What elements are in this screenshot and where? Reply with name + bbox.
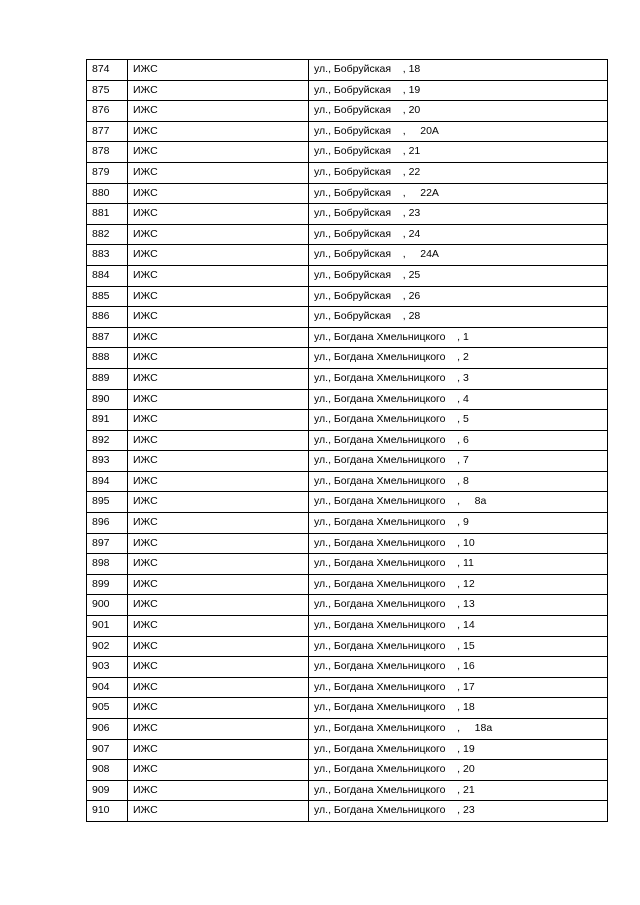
row-number-cell: 879: [87, 162, 128, 183]
building-type-cell: ИЖС: [128, 368, 309, 389]
row-number-cell: 898: [87, 554, 128, 575]
address-cell: ул., Богдана Хмельницкого , 4: [309, 389, 608, 410]
table-row: [87, 636, 608, 657]
building-type-cell: ИЖС: [128, 533, 309, 554]
building-type-cell: ИЖС: [128, 204, 309, 225]
building-type-cell: ИЖС: [128, 471, 309, 492]
address-cell: ул., Бобруйская , 21: [309, 142, 608, 163]
row-number-cell: 878: [87, 142, 128, 163]
row-number-cell: 896: [87, 513, 128, 534]
row-number-cell: 900: [87, 595, 128, 616]
building-type-cell: ИЖС: [128, 80, 309, 101]
row-number-cell: 895: [87, 492, 128, 513]
row-number-cell: 885: [87, 286, 128, 307]
building-type-cell: ИЖС: [128, 121, 309, 142]
row-number-cell: 886: [87, 307, 128, 328]
table-row: [87, 616, 608, 637]
building-type-cell: ИЖС: [128, 389, 309, 410]
address-cell: ул., Богдана Хмельницкого , 16: [309, 657, 608, 678]
table-row: [87, 327, 608, 348]
row-number-cell: 899: [87, 574, 128, 595]
address-cell: ул., Богдана Хмельницкого , 19: [309, 739, 608, 760]
address-cell: ул., Богдана Хмельницкого , 2: [309, 348, 608, 369]
building-type-cell: ИЖС: [128, 101, 309, 122]
building-type-cell: ИЖС: [128, 513, 309, 534]
address-cell: ул., Богдана Хмельницкого , 3: [309, 368, 608, 389]
table-row: [87, 245, 608, 266]
address-cell: ул., Бобруйская , 23: [309, 204, 608, 225]
building-type-cell: ИЖС: [128, 554, 309, 575]
building-type-cell: ИЖС: [128, 60, 309, 81]
address-cell: ул., Богдана Хмельницкого , 8а: [309, 492, 608, 513]
building-type-cell: ИЖС: [128, 595, 309, 616]
address-cell: ул., Богдана Хмельницкого , 7: [309, 451, 608, 472]
table-row: [87, 204, 608, 225]
address-cell: ул., Богдана Хмельницкого , 21: [309, 780, 608, 801]
table-row: [87, 389, 608, 410]
building-type-cell: ИЖС: [128, 162, 309, 183]
row-number-cell: 882: [87, 224, 128, 245]
row-number-cell: 892: [87, 430, 128, 451]
table-row: [87, 677, 608, 698]
building-type-cell: ИЖС: [128, 677, 309, 698]
table-row: [87, 780, 608, 801]
address-cell: ул., Богдана Хмельницкого , 10: [309, 533, 608, 554]
row-number-cell: 888: [87, 348, 128, 369]
building-type-cell: ИЖС: [128, 657, 309, 678]
table-row: [87, 595, 608, 616]
row-number-cell: 881: [87, 204, 128, 225]
table-row: [87, 60, 608, 81]
building-type-cell: ИЖС: [128, 430, 309, 451]
table-row: [87, 554, 608, 575]
address-cell: ул., Бобруйская , 18: [309, 60, 608, 81]
table-row: [87, 307, 608, 328]
table-row: [87, 265, 608, 286]
address-cell: ул., Богдана Хмельницкого , 6: [309, 430, 608, 451]
row-number-cell: 906: [87, 719, 128, 740]
address-cell: ул., Бобруйская , 22А: [309, 183, 608, 204]
building-type-cell: ИЖС: [128, 780, 309, 801]
row-number-cell: 876: [87, 101, 128, 122]
table-row: [87, 142, 608, 163]
address-cell: ул., Богдана Хмельницкого , 11: [309, 554, 608, 575]
table-row: [87, 430, 608, 451]
table-row: [87, 719, 608, 740]
row-number-cell: 874: [87, 60, 128, 81]
address-cell: ул., Богдана Хмельницкого , 9: [309, 513, 608, 534]
building-type-cell: ИЖС: [128, 307, 309, 328]
row-number-cell: 890: [87, 389, 128, 410]
table-body: [87, 60, 608, 822]
row-number-cell: 894: [87, 471, 128, 492]
address-cell: ул., Бобруйская , 28: [309, 307, 608, 328]
address-cell: ул., Бобруйская , 24А: [309, 245, 608, 266]
address-cell: ул., Бобруйская , 24: [309, 224, 608, 245]
address-cell: ул., Богдана Хмельницкого , 17: [309, 677, 608, 698]
row-number-cell: 904: [87, 677, 128, 698]
table-row: [87, 513, 608, 534]
building-type-cell: ИЖС: [128, 616, 309, 637]
address-cell: ул., Бобруйская , 20А: [309, 121, 608, 142]
building-type-cell: ИЖС: [128, 636, 309, 657]
table-row: [87, 348, 608, 369]
table-row: [87, 224, 608, 245]
address-cell: ул., Богдана Хмельницкого , 5: [309, 410, 608, 431]
table-row: [87, 368, 608, 389]
table-row: [87, 121, 608, 142]
table-row: [87, 80, 608, 101]
building-type-cell: ИЖС: [128, 183, 309, 204]
row-number-cell: 887: [87, 327, 128, 348]
address-cell: ул., Богдана Хмельницкого , 14: [309, 616, 608, 637]
building-type-cell: ИЖС: [128, 801, 309, 822]
row-number-cell: 901: [87, 616, 128, 637]
table-row: [87, 286, 608, 307]
row-number-cell: 897: [87, 533, 128, 554]
building-type-cell: ИЖС: [128, 719, 309, 740]
building-type-cell: ИЖС: [128, 265, 309, 286]
table-row: [87, 451, 608, 472]
table-row: [87, 533, 608, 554]
row-number-cell: 884: [87, 265, 128, 286]
row-number-cell: 875: [87, 80, 128, 101]
address-cell: ул., Бобруйская , 25: [309, 265, 608, 286]
table-row: [87, 183, 608, 204]
row-number-cell: 908: [87, 760, 128, 781]
address-cell: ул., Богдана Хмельницкого , 1: [309, 327, 608, 348]
building-type-cell: ИЖС: [128, 245, 309, 266]
building-type-cell: ИЖС: [128, 348, 309, 369]
row-number-cell: 877: [87, 121, 128, 142]
building-type-cell: ИЖС: [128, 739, 309, 760]
building-type-cell: ИЖС: [128, 142, 309, 163]
address-register-table: [86, 59, 608, 822]
row-number-cell: 880: [87, 183, 128, 204]
building-type-cell: ИЖС: [128, 286, 309, 307]
row-number-cell: 909: [87, 780, 128, 801]
building-type-cell: ИЖС: [128, 492, 309, 513]
building-type-cell: ИЖС: [128, 698, 309, 719]
row-number-cell: 902: [87, 636, 128, 657]
address-cell: ул., Богдана Хмельницкого , 15: [309, 636, 608, 657]
address-cell: ул., Бобруйская , 19: [309, 80, 608, 101]
address-cell: ул., Богдана Хмельницкого , 13: [309, 595, 608, 616]
address-cell: ул., Богдана Хмельницкого , 18а: [309, 719, 608, 740]
address-cell: ул., Богдана Хмельницкого , 18: [309, 698, 608, 719]
table-row: [87, 574, 608, 595]
table-row: [87, 471, 608, 492]
row-number-cell: 889: [87, 368, 128, 389]
row-number-cell: 910: [87, 801, 128, 822]
building-type-cell: ИЖС: [128, 410, 309, 431]
table-row: [87, 760, 608, 781]
table-row: [87, 492, 608, 513]
table-row: [87, 698, 608, 719]
address-cell: ул., Богдана Хмельницкого , 12: [309, 574, 608, 595]
address-cell: ул., Богдана Хмельницкого , 8: [309, 471, 608, 492]
row-number-cell: 905: [87, 698, 128, 719]
row-number-cell: 907: [87, 739, 128, 760]
address-cell: ул., Бобруйская , 20: [309, 101, 608, 122]
address-cell: ул., Бобруйская , 22: [309, 162, 608, 183]
building-type-cell: ИЖС: [128, 760, 309, 781]
address-cell: ул., Бобруйская , 26: [309, 286, 608, 307]
table-row: [87, 101, 608, 122]
address-cell: ул., Богдана Хмельницкого , 20: [309, 760, 608, 781]
building-type-cell: ИЖС: [128, 327, 309, 348]
row-number-cell: 883: [87, 245, 128, 266]
address-cell: ул., Богдана Хмельницкого , 23: [309, 801, 608, 822]
table-row: [87, 739, 608, 760]
table-row: [87, 801, 608, 822]
table-row: [87, 162, 608, 183]
building-type-cell: ИЖС: [128, 574, 309, 595]
building-type-cell: ИЖС: [128, 451, 309, 472]
building-type-cell: ИЖС: [128, 224, 309, 245]
row-number-cell: 891: [87, 410, 128, 431]
row-number-cell: 903: [87, 657, 128, 678]
table-row: [87, 410, 608, 431]
row-number-cell: 893: [87, 451, 128, 472]
table-row: [87, 657, 608, 678]
